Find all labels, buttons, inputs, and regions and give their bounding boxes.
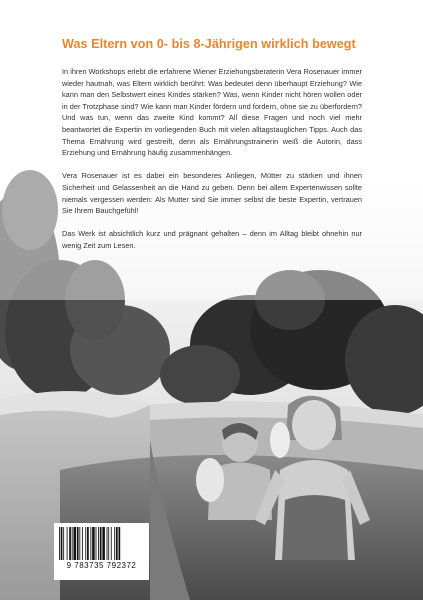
blurb-paragraph: Vera Rosenauer ist es dabei ein besonderes Anliegen, Mütter zu stärken und ihnen Sicherheit und Gelassenheit an die Hand zu geben. Denn bei allem Expertenwissen sollte niemals vergessen werden: Als Mutter sind Sie immer selbst die beste Expertin, vertrauen Sie Ihrem Bauchgefühl! — [62, 171, 362, 216]
barcode-bars — [59, 527, 144, 560]
blurb-paragraph: Das Werk ist absichtlich kurz und prägnant gehalten – denn im Alltag bleibt ohnehin nur wenig Zeit zum Lesen. — [62, 229, 362, 250]
isbn-number: 9 783735 792372 — [66, 561, 137, 570]
isbn-barcode — [54, 523, 149, 580]
cover-heading: Was Eltern von 0- bis 8-Jährigen wirklich bewegt — [62, 37, 356, 51]
blurb-paragraph: In ihren Workshops erlebt die erfahrene Wiener Erziehungsberaterin Vera Rosenauer immer wieder hautnah, was Eltern wirklich berührt: Was bedeutet denn überhaupt Erziehung? Wie kann man den Selbstwert eines Kindes stärken? Was, wenn Kinder nicht hören wollen oder in der Trotzphase sind? Wie kann man Kinder fördern und fordern, ohne sie zu überfordern? Und was tun, wenn das zweite Kind kommt? All diese Fragen und noch viel mehr beantwortet die Expertin im vorliegenden Buch mit vielen alltagstauglichen Tipps. Auch das Thema Ernährung wird gestreift, denn als Ernährungstrainerin weiß die Autorin, dass Erziehung und Ernährung häufig zusammenhängen. — [62, 67, 362, 158]
blurb-text — [62, 66, 362, 263]
